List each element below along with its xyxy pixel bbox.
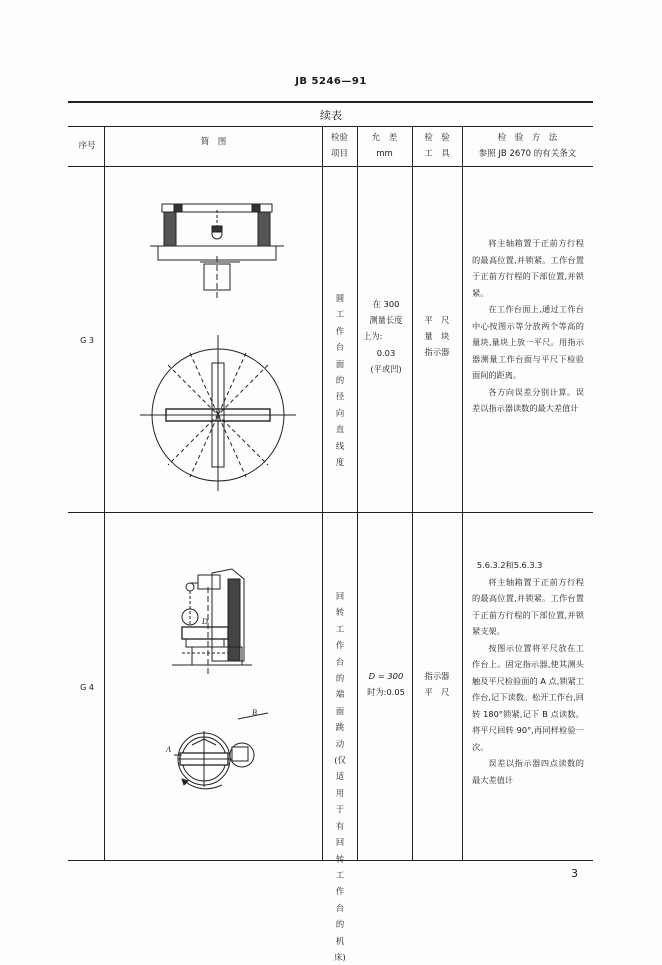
g4-plan-view-diagram bbox=[160, 705, 290, 800]
row-g4-method-ref: 5.6.3.2和5.6.3.3 bbox=[476, 560, 543, 570]
row-g3-id: G 3 bbox=[80, 336, 94, 345]
g4-label-d: D bbox=[202, 617, 208, 626]
row-g4-method: 5.6.3.2和5.6.3.3 将主轴箱置于正前方行程的最高位置,并锁紧。工作台置于正前方行程的下部位置,并锁紧支架。 按图示位置将平尺放在工作台上。固定指示器,使其测头触及平尺检验面的 A 点,锁紧工作台,记下读数。松开工作台,回转 180°锁紧,记下 B 点读数。将平尺回转 90°,再同样检验一次。 误差以指示器四点读数的最大差值计 bbox=[472, 557, 584, 788]
g4-label-b: B bbox=[252, 708, 257, 717]
row-g4-tool: 指示器 平 尺 bbox=[424, 671, 450, 698]
g4-label-a: A bbox=[166, 745, 171, 754]
column-header-item: 检验 项目 bbox=[330, 133, 348, 159]
column-header-tolerance: 允 差 mm bbox=[371, 133, 398, 159]
column-header-tool: 检 验 工 具 bbox=[424, 133, 450, 159]
row-g3-item: 圆工作台面的径向直线度 bbox=[335, 293, 345, 468]
g3-plan-view-diagram bbox=[150, 335, 290, 495]
row-g4-item: 回转工作台的端面跳动(仅适用于有回转工作台的机床) bbox=[334, 591, 346, 962]
row-g4-id: G 4 bbox=[80, 683, 94, 692]
table-caption: 续表 bbox=[320, 109, 342, 122]
header-rule bbox=[68, 101, 593, 103]
row-g3-method: 将主轴箱置于正前方行程的最高位置,并锁紧。工作台置于正前方行程的下部位置,并锁紧。 在工作台面上,通过工作台中心按图示等分放两个等高的量块,量块上放一平尺。用指示器测量工作台面与平尺下检验面间的距离。 各方向误差分别计算。误差以指示器读数的最大差值计 bbox=[472, 238, 584, 413]
g4-side-view-diagram bbox=[172, 565, 262, 695]
g3-side-view-diagram bbox=[150, 190, 290, 300]
page-number: 3 bbox=[571, 867, 578, 880]
document-code: JB 5246—91 bbox=[295, 76, 367, 87]
column-header-method: 检 验 方 法 参照 JB 2670 的有关条文 bbox=[478, 133, 577, 159]
column-header-diagram: 简 图 bbox=[200, 137, 227, 147]
column-header-seq: 序号 bbox=[78, 141, 96, 151]
row-g3-tolerance: 在 300 测量长度 上为: 0.03 (平或凹) bbox=[363, 299, 403, 374]
row-g3-tool: 平 尺 量 块 指示器 bbox=[424, 315, 450, 358]
row-g4-tolerance: D = 300 时为:0.05 bbox=[367, 671, 405, 698]
